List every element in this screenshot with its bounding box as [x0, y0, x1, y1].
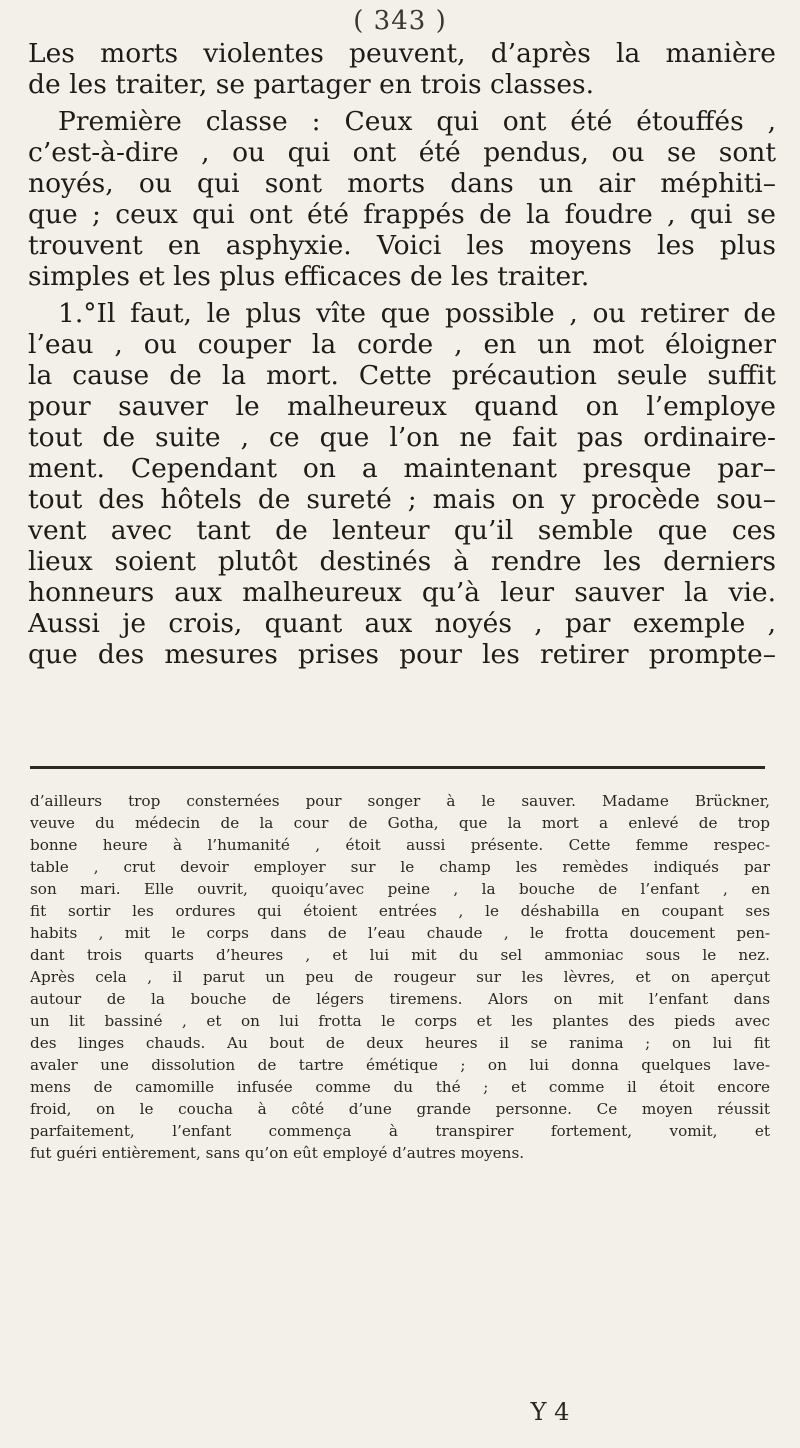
footnote-line: fut guéri entièrement, sans qu’on eût employé d’autres moyens. — [30, 1144, 525, 1162]
footnote-line: froid, on le coucha à côté d’une grande personne. Ce moyen réussit — [30, 1100, 770, 1118]
footnote-line: d’ailleurs trop consternées pour songer à le sauver. Madame Brückner, — [30, 792, 770, 810]
text-line: Aussi je crois, quant aux noyés , par exemple , — [28, 608, 776, 639]
text-line: que ; ceux qui ont été frappés de la foudre , qui se — [28, 199, 776, 230]
footnote-line: des linges chauds. Au bout de deux heures il se ranima ; on lui fit — [30, 1034, 770, 1052]
text-line: Les morts violentes peuvent, d’après la manière — [28, 38, 776, 69]
text-line: 1.°Il faut, le plus vîte que possible , ou retirer de — [58, 298, 776, 329]
signature-mark: Y 4 — [530, 1398, 570, 1426]
text-line: de les traiter, se partager en trois classes. — [28, 69, 595, 100]
text-line: tout de suite , ce que l’on ne fait pas ordinaire- — [28, 422, 776, 453]
footnote-line: mens de camomille infusée comme du thé ; et comme il étoit encore — [30, 1078, 770, 1096]
text-line: ment. Cependant on a maintenant presque par– — [28, 453, 776, 484]
text-line: trouvent en asphyxie. Voici les moyens les plus — [28, 230, 776, 261]
text-line: que des mesures prises pour les retirer prompte– — [28, 639, 776, 670]
footnote-line: veuve du médecin de la cour de Gotha, que la mort a enlevé de trop — [30, 814, 770, 832]
footnote-line: parfaitement, l’enfant commença à transpirer fortement, vomit, et — [30, 1122, 770, 1140]
text-line: tout des hôtels de sureté ; mais on y procède sou– — [28, 484, 776, 515]
footnote-line: Après cela , il parut un peu de rougeur sur les lèvres, et on aperçut — [30, 968, 770, 986]
footnote-line: un lit bassiné , et on lui frotta le corps et les plantes des pieds avec — [30, 1012, 770, 1030]
footnote-line: dant trois quarts d’heures , et lui mit du sel ammoniac sous le nez. — [30, 946, 770, 964]
footnote — [30, 790, 770, 1164]
footnote-rule — [30, 766, 765, 769]
text-line: c’est-à-dire , ou qui ont été pendus, ou se sont — [28, 137, 776, 168]
footnote-line: table , crut devoir employer sur le champ les remèdes indiqués par — [30, 858, 770, 876]
text-line: pour sauver le malheureux quand on l’employe — [28, 391, 776, 422]
footnote-line: habits , mit le corps dans de l’eau chaude , le frotta doucement pen- — [30, 924, 770, 942]
text-line: l’eau , ou couper la corde , en un mot éloigner — [28, 329, 776, 360]
footnote-line: avaler une dissolution de tartre émétique ; on lui donna quelques lave- — [30, 1056, 770, 1074]
text-line: noyés, ou qui sont morts dans un air méphiti– — [28, 168, 776, 199]
footnote-line: autour de la bouche de légers tiremens. Alors on mit l’enfant dans — [30, 990, 770, 1008]
text-line: la cause de la mort. Cette précaution seule suffit — [28, 360, 776, 391]
text-line: vent avec tant de lenteur qu’il semble que ces — [28, 515, 776, 546]
footnote-line: son mari. Elle ouvrit, quoiqu’avec peine , la bouche de l’enfant , en — [30, 880, 770, 898]
main-text — [28, 38, 776, 670]
text-line: simples et les plus efficaces de les traiter. — [28, 261, 590, 292]
text-line: lieux soient plutôt destinés à rendre les derniers — [28, 546, 776, 577]
text-line: Première classe : Ceux qui ont été étouffés , — [58, 106, 776, 137]
text-line: honneurs aux malheureux qu’à leur sauver la vie. — [28, 577, 776, 608]
page-number: ( 343 ) — [353, 6, 447, 36]
footnote-line: bonne heure à l’humanité , étoit aussi présente. Cette femme respec- — [30, 836, 770, 854]
footnote-line: fit sortir les ordures qui étoient entrées , le déshabilla en coupant ses — [30, 902, 770, 920]
